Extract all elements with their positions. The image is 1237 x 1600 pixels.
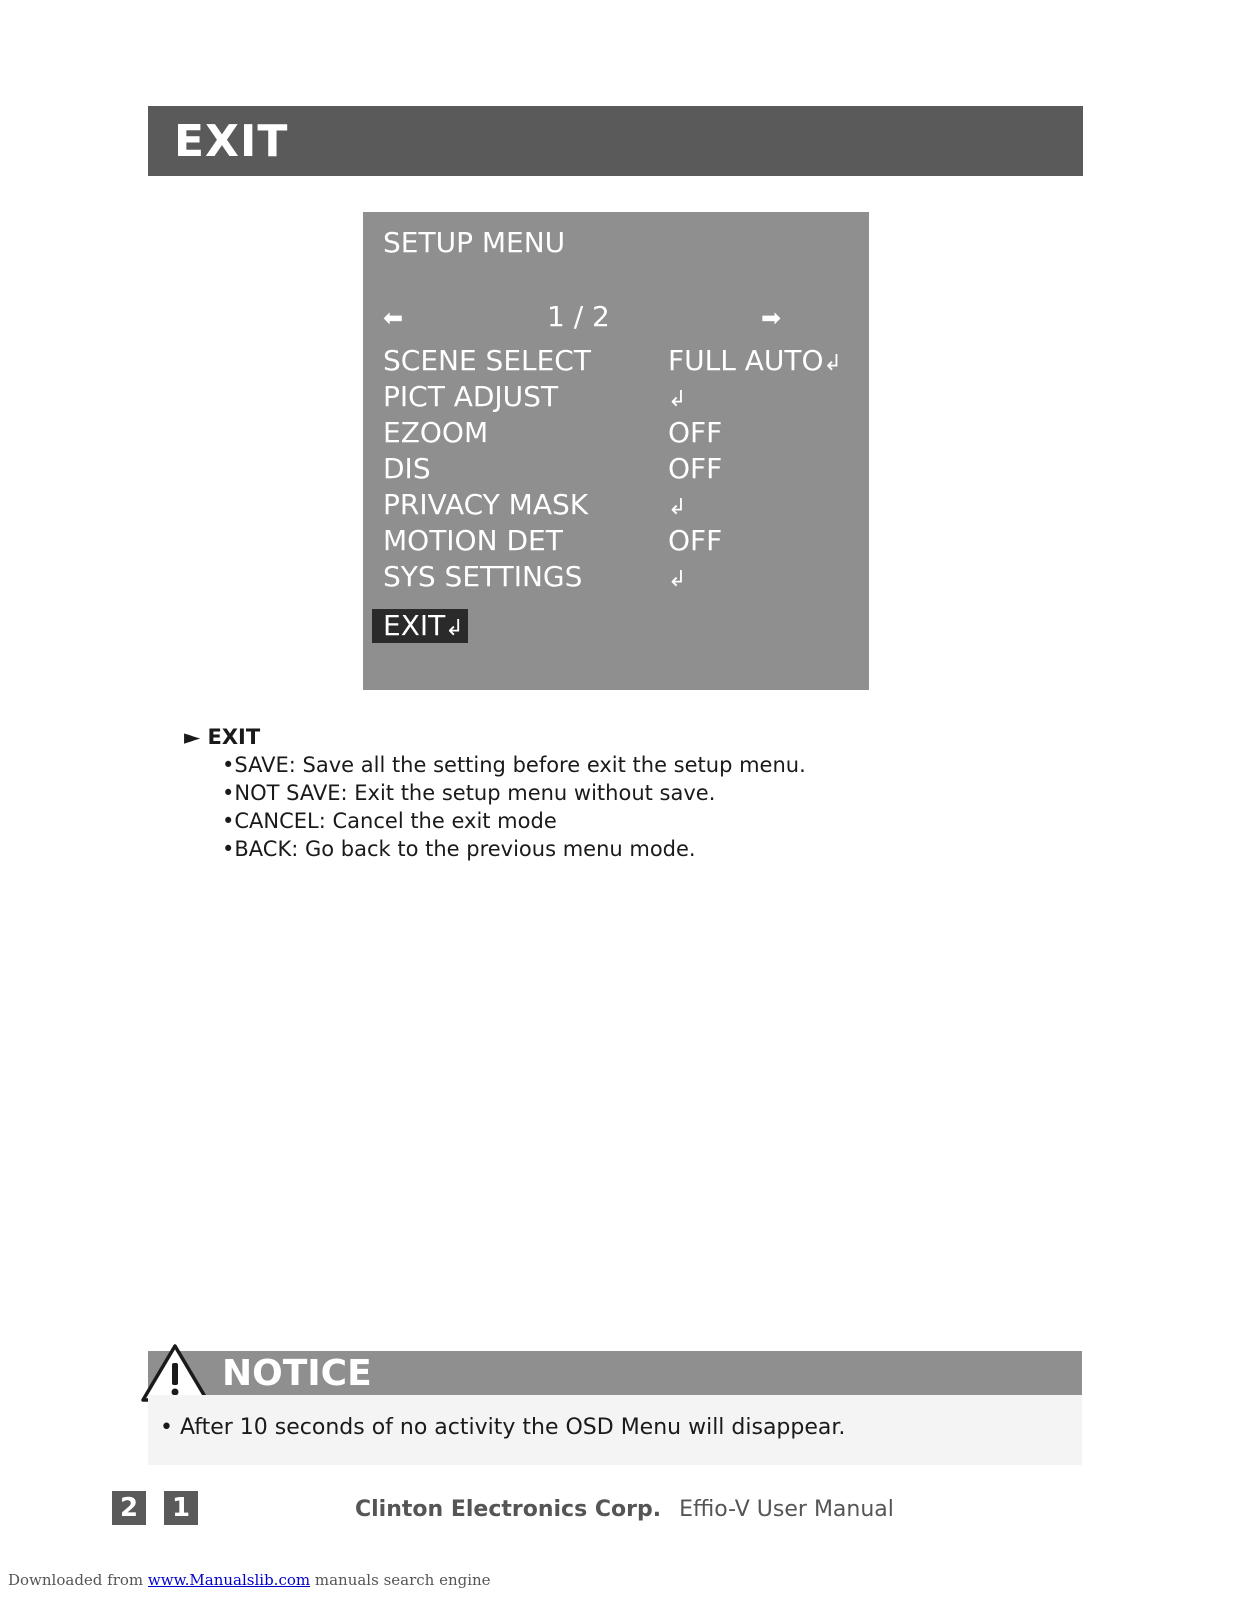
osd-row-label: EZOOM	[383, 416, 489, 449]
arrow-left-icon: ⬅	[383, 304, 404, 332]
osd-row-value	[668, 380, 686, 413]
description-heading: ► EXIT	[184, 725, 261, 749]
osd-row-dis	[383, 452, 853, 486]
list-item: •SAVE: Save all the setting before exit the setup menu.	[222, 753, 806, 777]
osd-row-pict-adjust	[383, 380, 853, 414]
osd-row-sys-settings	[383, 560, 853, 594]
list-item: •CANCEL: Cancel the exit mode	[222, 809, 557, 833]
arrow-right-icon: ➡	[761, 304, 782, 332]
osd-page-indicator: 1 / 2	[547, 300, 610, 333]
osd-row-label: DIS	[383, 452, 431, 485]
enter-icon: ↲	[445, 616, 464, 641]
exit-description	[184, 723, 806, 863]
osd-row-label: SYS SETTINGS	[383, 560, 583, 593]
osd-row-value: OFF	[668, 524, 723, 557]
manual-name: Effio-V User Manual	[679, 1497, 894, 1522]
enter-icon: ↲	[668, 567, 687, 592]
company-name: Clinton Electronics Corp.	[355, 1497, 662, 1522]
notice-bar	[148, 1351, 1082, 1395]
osd-row-label: PICT ADJUST	[383, 380, 559, 413]
osd-row-motion-det	[383, 524, 853, 558]
osd-row-label: MOTION DET	[383, 524, 563, 557]
list-item: •NOT SAVE: Exit the setup menu without save.	[222, 781, 716, 805]
warning-icon	[140, 1343, 210, 1403]
download-line: Downloaded from www.Manualslib.com manuals search engine	[8, 1571, 491, 1589]
section-title-bar	[148, 106, 1083, 176]
enter-icon: ↲	[668, 495, 687, 520]
osd-heading: SETUP MENU	[383, 226, 566, 259]
osd-row-value: OFF	[668, 452, 723, 485]
osd-row-value: FULL AUTO↲	[668, 344, 842, 377]
footer-brand	[355, 1497, 894, 1522]
description-list	[184, 751, 806, 863]
osd-row-value: OFF	[668, 416, 723, 449]
osd-row-label: SCENE SELECT	[383, 344, 591, 377]
notice-text: • After 10 seconds of no activity the OSD Menu will disappear.	[160, 1415, 846, 1440]
osd-row-value	[668, 488, 686, 521]
osd-row-scene-select	[383, 344, 853, 378]
page-number-digit: 1	[164, 1491, 198, 1525]
notice-title: NOTICE	[222, 1353, 372, 1394]
enter-icon: ↲	[668, 387, 687, 412]
page-title: EXIT	[174, 116, 289, 167]
osd-row-privacy-mask	[383, 488, 853, 522]
osd-row-label: PRIVACY MASK	[383, 488, 589, 521]
osd-row-ezoom	[383, 416, 853, 450]
osd-setup-menu	[363, 212, 869, 690]
osd-exit-label: EXIT	[383, 609, 446, 642]
osd-row-value	[668, 560, 686, 593]
list-item: •BACK: Go back to the previous menu mode.	[222, 837, 696, 861]
enter-icon: ↲	[823, 351, 842, 376]
triangle-right-icon: ►	[184, 725, 201, 749]
page-number-digit: 2	[112, 1491, 146, 1525]
manualslib-link[interactable]: www.Manualslib.com	[147, 1571, 311, 1589]
notice-body	[148, 1395, 1082, 1465]
osd-exit-selected	[372, 609, 468, 643]
